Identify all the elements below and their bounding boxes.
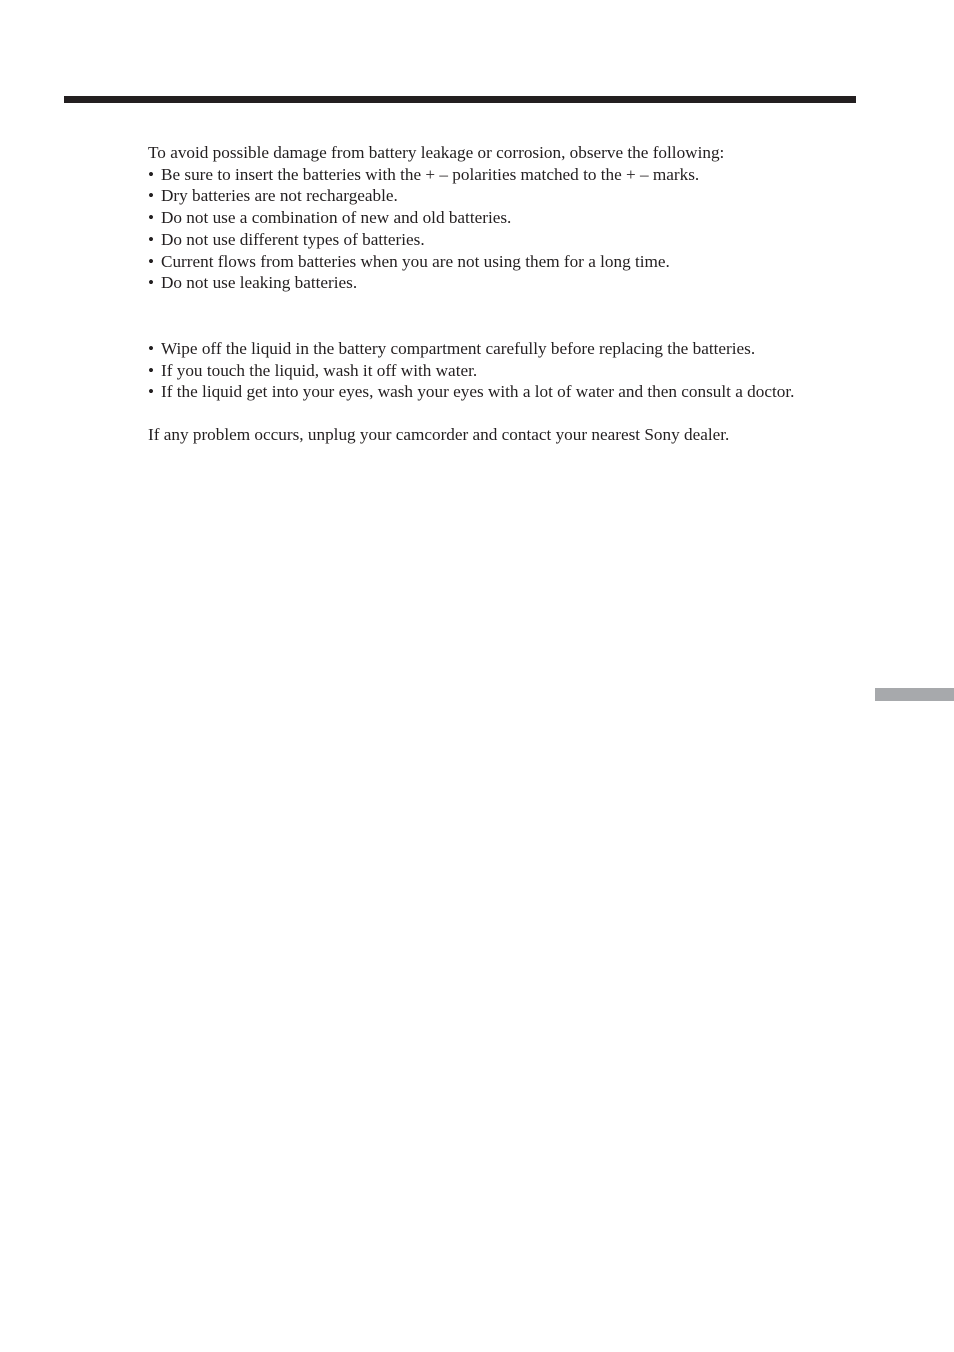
- list-item-text: Do not use a combination of new and old batteries.: [161, 208, 512, 228]
- list-item: [148, 164, 868, 186]
- precautions-list: [148, 164, 868, 294]
- bullet-icon: •: [148, 382, 155, 402]
- list-item: [148, 207, 868, 229]
- page-content: [148, 142, 868, 446]
- list-item-text: Do not use leaking batteries.: [161, 273, 358, 293]
- list-item-text: If the liquid get into your eyes, wash your eyes with a lot of water and then consult a doctor.: [161, 382, 795, 402]
- bullet-icon: •: [148, 208, 155, 228]
- list-item-text: Current flows from batteries when you are not using them for a long time.: [161, 251, 670, 271]
- leakage-steps-list: [148, 338, 868, 403]
- bullet-icon: •: [148, 186, 155, 206]
- section-index-tab: [875, 688, 954, 701]
- bullet-icon: •: [148, 360, 155, 380]
- list-item: [148, 185, 868, 207]
- list-item-text: Wipe off the liquid in the battery compartment carefully before replacing the batteries.: [161, 338, 756, 358]
- closing-paragraph: If any problem occurs, unplug your camcorder and contact your nearest Sony dealer.: [148, 425, 730, 445]
- list-item: [148, 338, 868, 360]
- header-rule: [64, 96, 856, 103]
- list-item-text: Dry batteries are not rechargeable.: [161, 186, 398, 206]
- list-item-text: Do not use different types of batteries.: [161, 229, 425, 249]
- bullet-icon: •: [148, 164, 155, 184]
- list-item-text: Be sure to insert the batteries with the + – polarities matched to the + – marks.: [161, 164, 700, 184]
- list-item: [148, 229, 868, 251]
- section-spacer: [148, 403, 868, 424]
- list-item: [148, 251, 868, 273]
- list-item: [148, 272, 868, 294]
- intro-paragraph: To avoid possible damage from battery leakage or corrosion, observe the following:: [148, 143, 725, 162]
- list-item: [148, 381, 861, 403]
- bullet-icon: •: [148, 229, 155, 249]
- list-item-text: If you touch the liquid, wash it off with water.: [161, 360, 478, 380]
- bullet-icon: •: [148, 273, 155, 293]
- list-item: [148, 360, 868, 382]
- bullet-icon: •: [148, 338, 155, 358]
- bullet-icon: •: [148, 251, 155, 271]
- section-spacer: [148, 294, 868, 338]
